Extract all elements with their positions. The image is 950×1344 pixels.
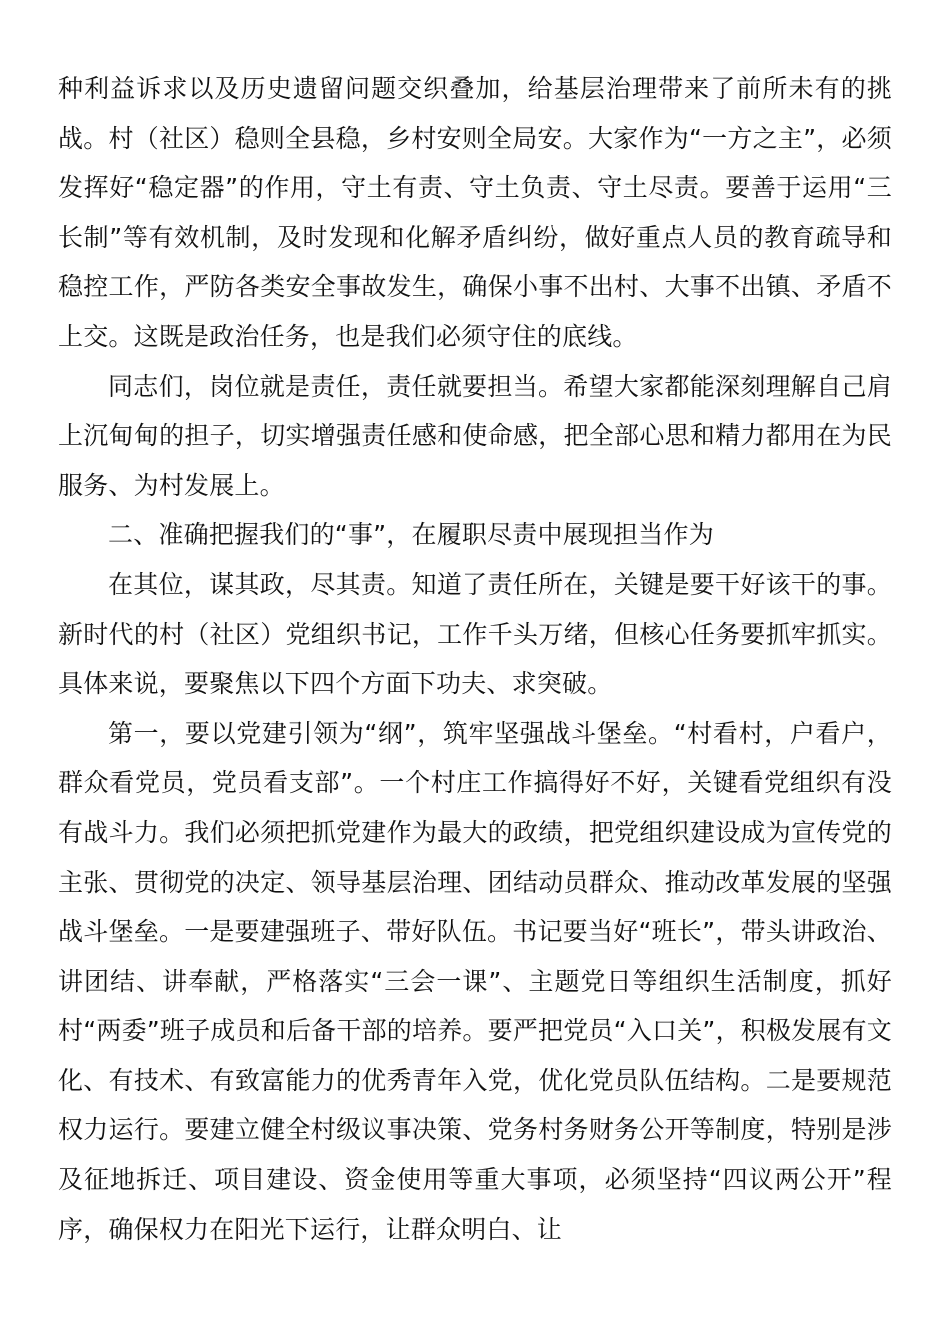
paragraph-stability-continued: 种利益诉求以及历史遗留问题交织叠加，给基层治理带来了前所未有的挑战。村（社区）稳则全县稳，乡村安则全局安。大家作为“一方之主”，必须发挥好“稳定器”的作用，守土有责、守土负责、守土尽责。要善于运用“三长制”等有效机制，及时发现和化解矛盾纠纷，做好重点人员的教育疏导和稳控工作，严防各类安全事故发生，确保小事不出村、大事不出镇、矛盾不上交。这既是政治任务，也是我们必须守住的底线。 [58, 74, 892, 351]
paragraph-core-tasks: 在其位，谋其政，尽其责。知道了责任所在，关键是要干好该干的事。新时代的村（社区）党组织书记，工作千头万绪，但核心任务要抓牢抓实。具体来说，要聚焦以下四个方面下功夫、求突破。 [58, 569, 892, 699]
paragraph-party-building: 第一，要以党建引领为“纲”，筑牢坚强战斗堡垒。“村看村，户看户，群众看党员，党员看支部”。一个村庄工作搞得好不好，关键看党组织有没有战斗力。我们必须把抓党建作为最大的政绩，把党组织建设成为宣传党的主张、贯彻党的决定、领导基层治理、团结动员群众、推动改革发展的坚强战斗堡垒。一是要建强班子、带好队伍。书记要当好“班长”，带头讲政治、讲团结、讲奉献，严格落实“三会一课”、主题党日等组织生活制度，抓好村“两委”班子成员和后备干部的培养。要严把党员“入口关”，积极发展有文化、有技术、有致富能力的优秀青年入党，优化党员队伍结构。二是要规范权力运行。要建立健全村级议事决策、党务村务财务公开等制度，特别是涉及征地拆迁、项目建设、资金使用等重大事项，必须坚持“四议两公开”程序，确保权力在阳光下运行，让群众明白、让 [58, 718, 892, 1244]
section-heading-two: 二、准确把握我们的“事”，在履职尽责中展现担当作为 [108, 520, 714, 550]
document-body [58, 64, 892, 1254]
paragraph-responsibility: 同志们，岗位就是责任，责任就要担当。希望大家都能深刻理解自己肩上沉甸甸的担子，切实增强责任感和使命感，把全部心思和精力都用在为民服务、为村发展上。 [58, 371, 892, 500]
